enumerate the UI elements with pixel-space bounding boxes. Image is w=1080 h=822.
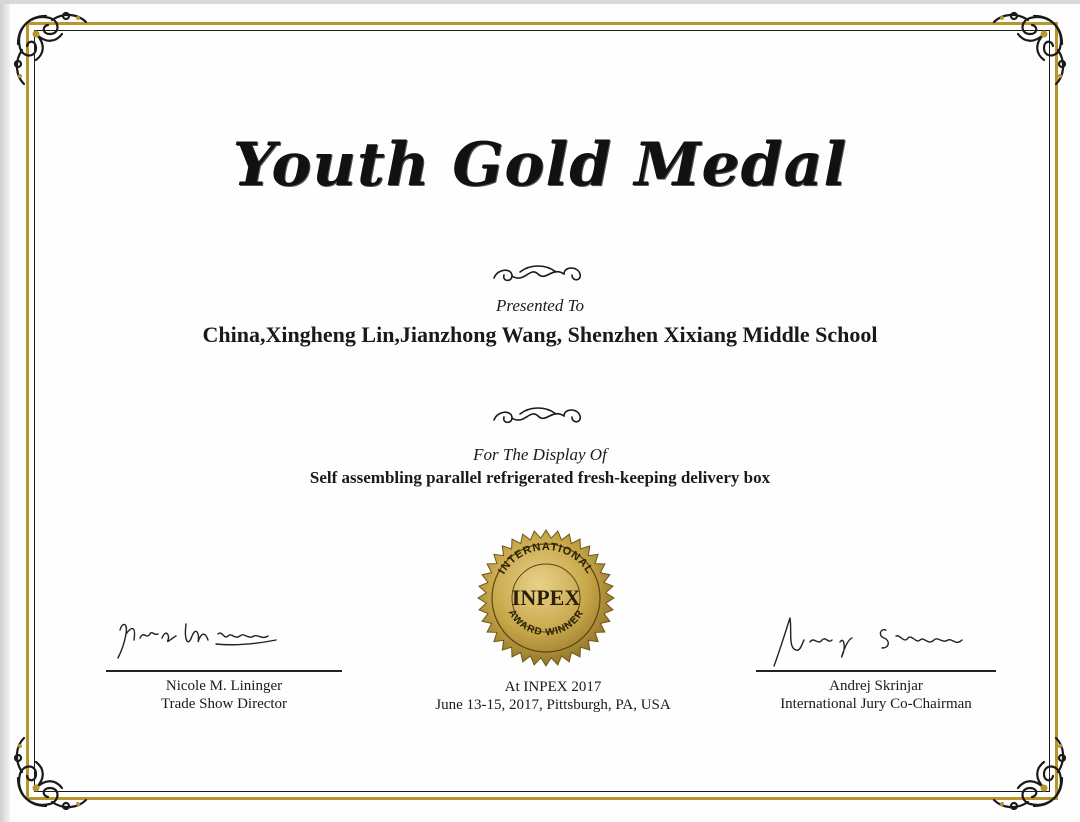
display-of-label: For The Display Of — [473, 445, 607, 464]
seal-center-text: INPEX — [511, 585, 581, 610]
event-name: At INPEX 2017 — [504, 679, 602, 695]
presented-to-label: Presented To — [496, 296, 584, 315]
inpex-seal — [476, 528, 616, 668]
recipient-name: China,Xingheng Lin,Jianzhong Wang, Shenzhen Xixiang Middle School — [202, 322, 878, 347]
flourish-divider-icon — [490, 404, 586, 428]
signature-block-right — [756, 600, 996, 713]
corner-ornament-icon — [6, 4, 98, 96]
signature-line — [756, 670, 996, 672]
signature-line — [106, 670, 342, 672]
scan-edge — [0, 0, 10, 822]
signature-mark-icon — [106, 600, 342, 670]
signatory-role-right: International Jury Co-Chairman — [780, 696, 972, 712]
flourish-divider-icon — [490, 262, 586, 286]
corner-ornament-icon — [6, 726, 98, 818]
signatory-name-right: Andrej Skrinjar — [829, 678, 923, 694]
signatory-role-left: Trade Show Director — [160, 696, 288, 712]
certificate-title: Youth Gold Medal — [232, 130, 848, 200]
project-title: Self assembling parallel refrigerated fresh-keeping delivery box — [309, 468, 771, 487]
event-info — [400, 678, 706, 714]
corner-ornament-icon — [982, 726, 1074, 818]
event-dates: June 13-15, 2017, Pittsburgh, PA, USA — [435, 697, 671, 713]
seal-top-text: INTERNATIONAL — [496, 541, 596, 577]
seal-bottom-text: AWARD WINNER — [505, 607, 587, 639]
signature-block-left — [106, 600, 342, 713]
corner-ornament-icon — [982, 4, 1074, 96]
scan-edge-top — [0, 0, 1080, 4]
signatory-name-left: Nicole M. Lininger — [165, 678, 283, 694]
signature-mark-icon — [756, 600, 996, 670]
